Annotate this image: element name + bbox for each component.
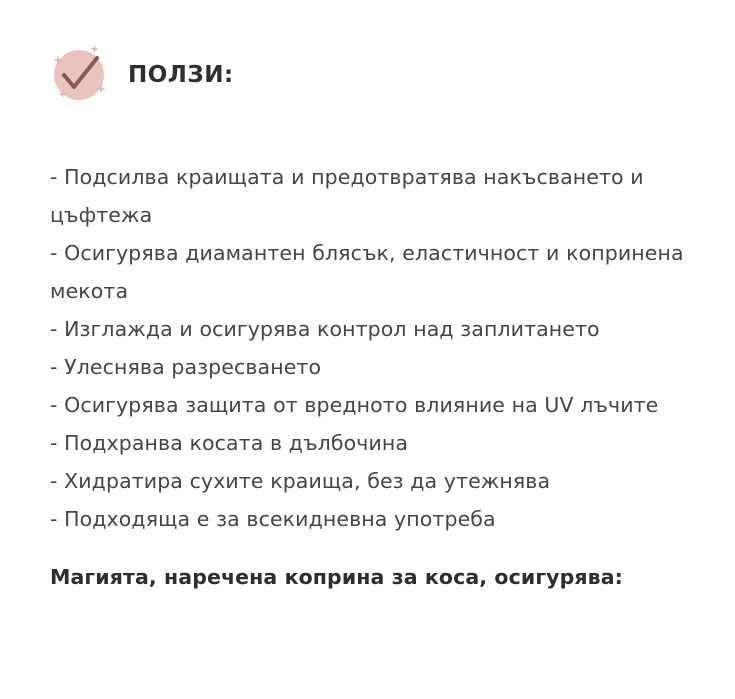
list-item: - Улеснява разресването [50,355,322,379]
page-title: ПОЛЗИ: [128,62,234,88]
list-item: - Хидратира сухите краища, без да утежнява [50,469,551,493]
list-item: - Осигурява защита от вредното влияние на UV лъчите [50,393,659,417]
closing-statement: Магията, наречена коприна за коса, осигурява: [50,565,623,589]
list-item: - Осигурява диамантен блясък, еластичност и копринена мекота [50,241,691,303]
benefits-list [28,158,707,594]
list-item: - Изглажда и осигурява контрол над заплитането [50,317,600,341]
list-item: - Подсилва краищата и предотвратява накъсването и цъфтежа [50,165,651,227]
list-item: - Подходяща е за всекидневна употреба [50,507,496,531]
check-circle-icon [48,44,110,106]
section-header [28,44,707,106]
list-item: - Подхранва косата в дълбочина [50,431,409,455]
